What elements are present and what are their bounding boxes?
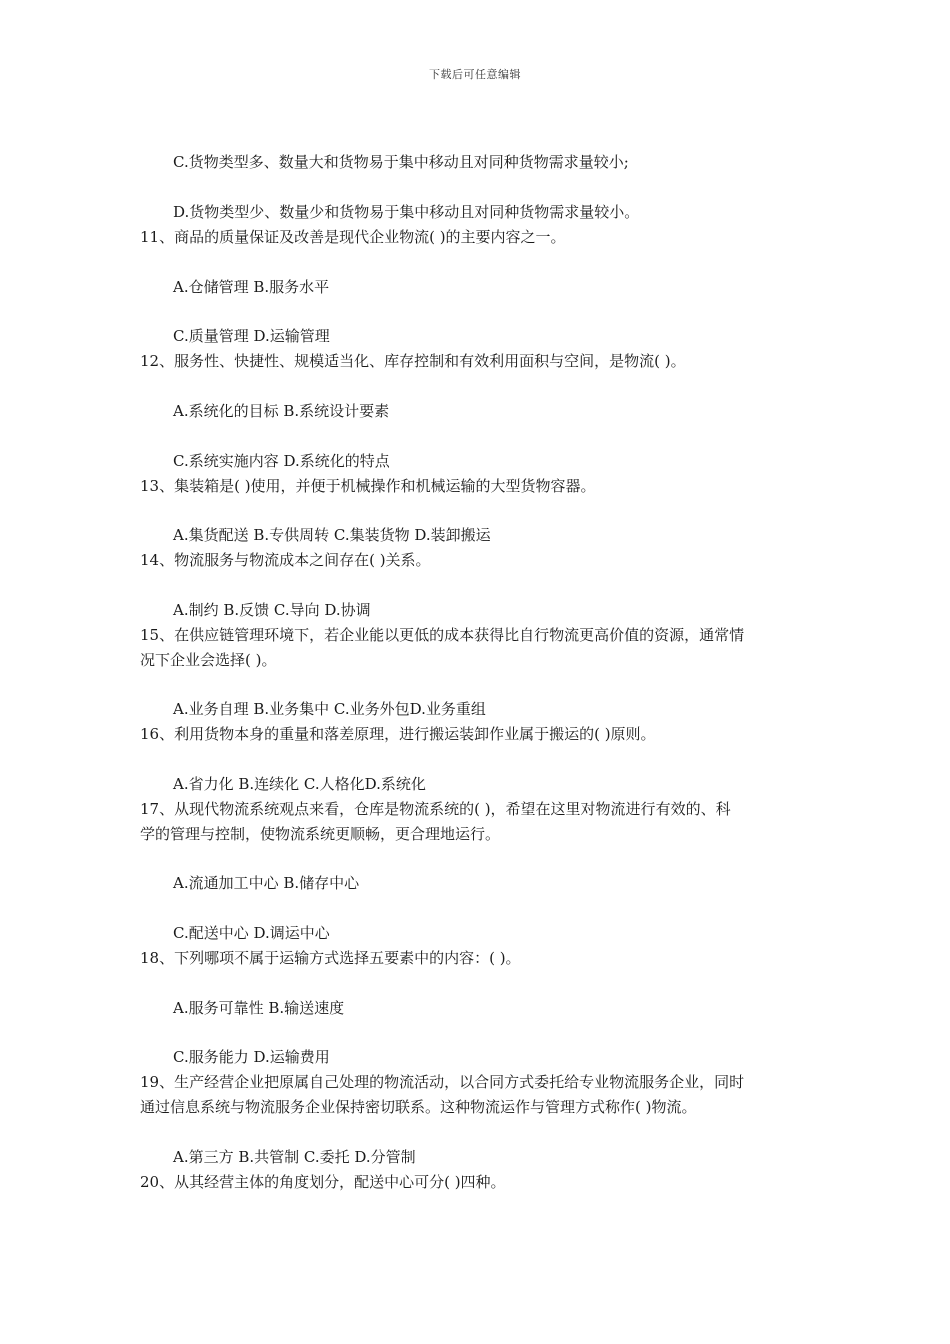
question-line: 14、物流服务与物流成本之间存在( )关系。 — [140, 551, 431, 569]
option-line: C.系统实施内容 D.系统化的特点 — [173, 452, 390, 470]
page-header: 下载后可任意编辑 — [429, 68, 521, 81]
option-line: C.货物类型多、数量大和货物易于集中移动且对同种货物需求量较小; — [173, 153, 629, 171]
question-line: 通过信息系统与物流服务企业保持密切联系。这种物流运作与管理方式称作( )物流。 — [140, 1098, 697, 1116]
option-line: C.配送中心 D.调运中心 — [173, 924, 330, 942]
option-line: A.流通加工中心 B.储存中心 — [173, 874, 360, 892]
option-line: C.质量管理 D.运输管理 — [173, 327, 330, 345]
option-line: A.业务自理 B.业务集中 C.业务外包D.业务重组 — [173, 700, 486, 718]
question-line: 12、服务性、快捷性、规模适当化、库存控制和有效利用面积与空间，是物流( )。 — [140, 352, 686, 370]
question-line: 20、从其经营主体的角度划分，配送中心可分( )四种。 — [140, 1173, 506, 1191]
question-line: 16、利用货物本身的重量和落差原理，进行搬运装卸作业属于搬运的( )原则。 — [140, 725, 656, 743]
question-line: 19、生产经营企业把原属自己处理的物流活动，以合同方式委托给专业物流服务企业，同时 — [140, 1073, 745, 1091]
option-line: A.制约 B.反馈 C.导向 D.协调 — [173, 601, 371, 619]
option-line: A.服务可靠性 B.输送速度 — [173, 999, 345, 1017]
option-line: A.仓储管理 B.服务水平 — [173, 278, 330, 296]
option-line: A.系统化的目标 B.系统设计要素 — [173, 402, 390, 420]
question-line: 15、在供应链管理环境下，若企业能以更低的成本获得比自行物流更高价值的资源，通常情 — [140, 626, 745, 644]
option-line: A.省力化 B.连续化 C.人格化D.系统化 — [173, 775, 426, 793]
option-line: A.集货配送 B.专供周转 C.集装货物 D.装卸搬运 — [173, 526, 491, 544]
option-line: A.第三方 B.共管制 C.委托 D.分管制 — [173, 1148, 416, 1166]
option-line: D.货物类型少、数量少和货物易于集中移动且对同种货物需求量较小。 — [173, 203, 640, 221]
question-line: 况下企业会选择( )。 — [140, 651, 277, 669]
question-line: 13、集装箱是( )使用，并便于机械操作和机械运输的大型货物容器。 — [140, 477, 596, 495]
question-line: 18、下列哪项不属于运输方式选择五要素中的内容：( )。 — [140, 949, 521, 967]
question-line: 学的管理与控制，使物流系统更顺畅，更合理地运行。 — [140, 825, 501, 843]
question-line: 11、商品的质量保证及改善是现代企业物流( )的主要内容之一。 — [140, 228, 566, 246]
question-line: 17、从现代物流系统观点来看，仓库是物流系统的( )，希望在这里对物流进行有效的、科 — [140, 800, 731, 818]
option-line: C.服务能力 D.运输费用 — [173, 1048, 330, 1066]
